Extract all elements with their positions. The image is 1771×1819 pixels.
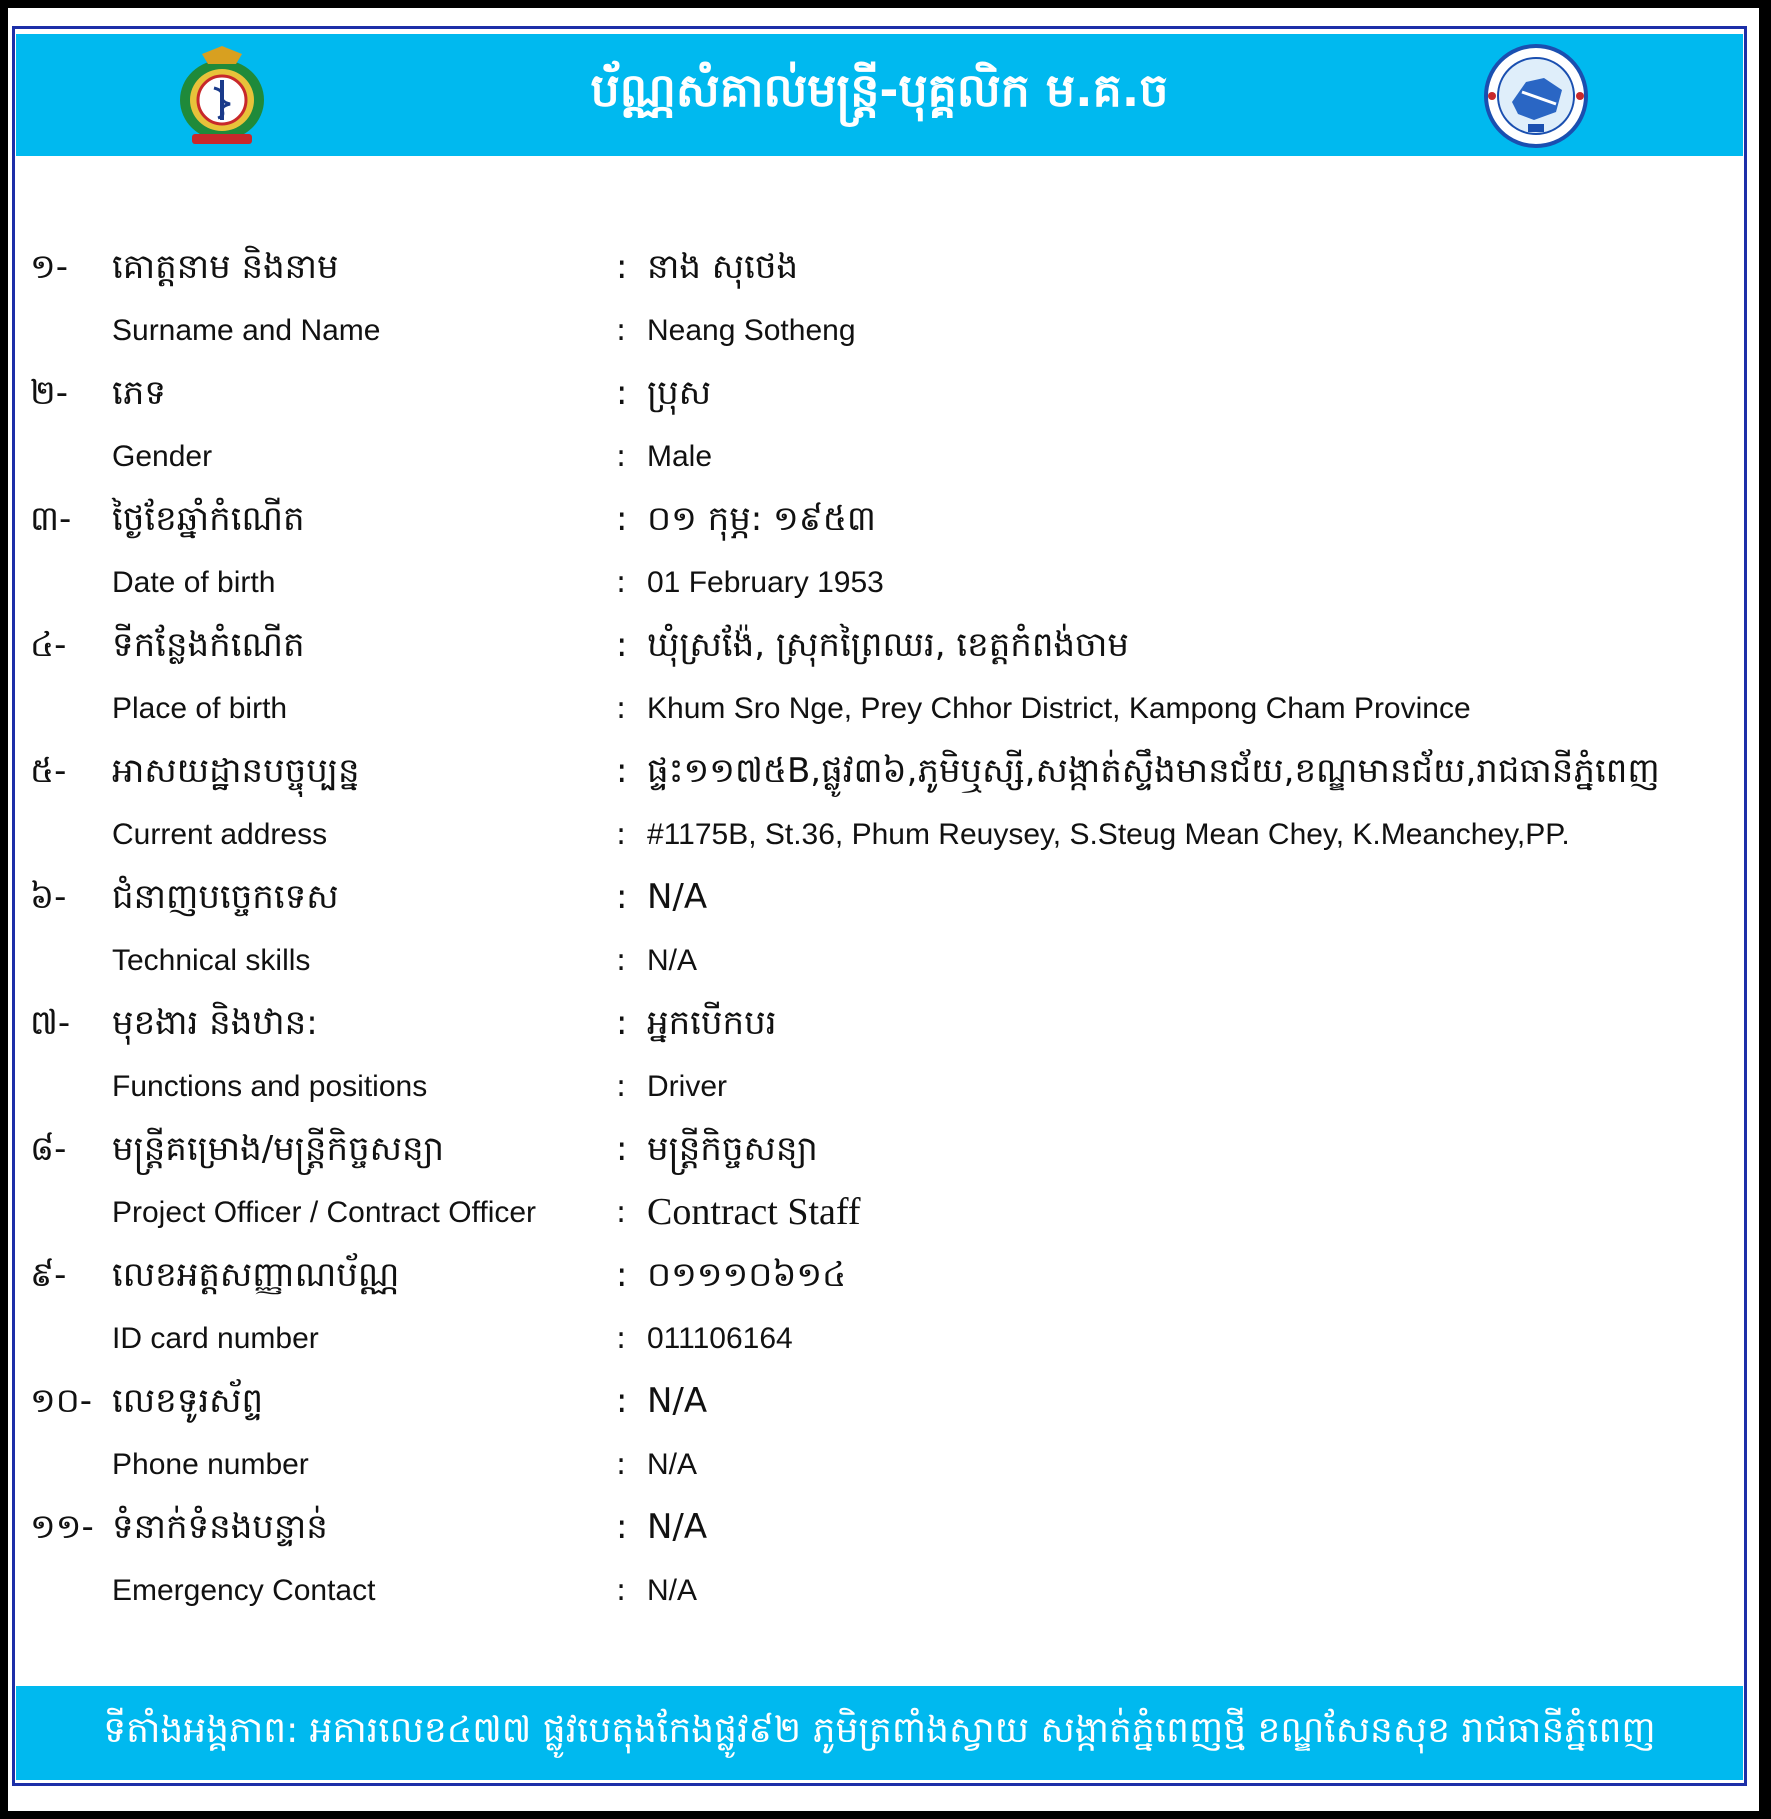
field-value-kh: ប្រុស	[647, 373, 712, 413]
field-row-en	[0, 1433, 1771, 1496]
field-value-kh: នាង សុថេង	[647, 247, 799, 287]
field-value-kh: មន្ត្រីកិច្ចសន្យា	[647, 1129, 818, 1169]
field-label-kh: លេខអត្តសញ្ញាណប័ណ្ណ	[112, 1255, 400, 1295]
field-row-en	[0, 929, 1771, 992]
field-label-en: Emergency Contact	[112, 1574, 376, 1607]
field-number: ១-	[30, 247, 69, 287]
field-value-kh: ផ្ទះ១១៧៥B,ផ្លូវ៣៦,ភូមិឬស្សី,សង្កាត់ស្ទឹងមានជ័យ,ខណ្ឌមានជ័យ,រាជធានីភ្នំពេញ	[647, 751, 1660, 791]
field-number: ១០-	[30, 1381, 93, 1421]
field-row-kh	[0, 236, 1771, 299]
field-value-kh: N/A	[647, 1381, 708, 1421]
field-label-en: Functions and positions	[112, 1070, 428, 1103]
header-banner	[16, 34, 1743, 156]
field-value-kh: N/A	[647, 877, 708, 917]
footer-address: ទីតាំងអង្គភាព: អគារលេខ៤៧៧ ផ្លូវបេតុងកែងផ្លូវ៩២ ភូមិត្រពាំងស្វាយ សង្កាត់ភ្នំពេញថ្មី ខណ្ឌសែនសុខ រាជធានីភ្នំពេញ	[16, 1686, 1743, 1780]
field-colon: :	[616, 373, 628, 413]
field-value-en: N/A	[647, 1574, 698, 1607]
field-number: ៦-	[30, 877, 67, 917]
field-label-kh: ថ្ងៃខែឆ្នាំកំណើត	[112, 499, 305, 539]
field-label-en: Phone number	[112, 1448, 309, 1481]
field-value-en: #1175B, St.36, Phum Reuysey, S.Steug Mean Chey, K.Meanchey,PP.	[647, 818, 1570, 851]
page-title: ប័ណ្ណសំគាល់មន្ត្រី-បុគ្គលិក ម.គ.ច	[590, 62, 1169, 117]
field-label-en: Gender	[112, 440, 213, 473]
field-value-kh: ០១ កុម្ភ: ១៩៥៣	[647, 499, 876, 539]
field-number: ៨-	[30, 1129, 67, 1169]
field-number: ៥-	[30, 751, 67, 791]
field-label-kh: មន្ត្រីគម្រោង/មន្ត្រីកិច្ចសន្យា	[112, 1129, 445, 1169]
field-colon: :	[616, 247, 628, 287]
field-value-en: N/A	[647, 1448, 698, 1481]
field-row-en	[0, 803, 1771, 866]
field-label-kh: មុខងារ និងឋាន:	[112, 1003, 318, 1043]
field-colon: :	[616, 751, 628, 791]
field-list	[0, 236, 1771, 1622]
field-colon: :	[616, 625, 628, 665]
field-value-kh: ឃុំស្រង៉ែ, ស្រុកព្រៃឈរ, ខេត្តកំពង់ចាម	[647, 625, 1130, 665]
field-row-kh	[0, 362, 1771, 425]
field-row-en	[0, 1307, 1771, 1370]
field-colon: :	[616, 1255, 628, 1295]
field-number: ១១-	[30, 1507, 94, 1547]
field-label-kh: អាសយដ្ឋានបច្ចុប្បន្ន	[112, 751, 360, 791]
field-label-kh: គោត្តនាម និងនាម	[112, 247, 339, 287]
field-row-kh	[0, 1496, 1771, 1559]
field-colon: :	[616, 1195, 627, 1230]
field-label-en: Place of birth	[112, 692, 288, 725]
field-number: ៧-	[30, 1003, 71, 1043]
field-colon: :	[616, 499, 628, 539]
field-colon: :	[616, 943, 627, 978]
field-value-kh: ០១១១០៦១៤	[647, 1255, 847, 1295]
field-number: ២-	[30, 373, 69, 413]
field-row-kh	[0, 1118, 1771, 1181]
field-row-kh	[0, 1370, 1771, 1433]
field-value-en: 01 February 1953	[647, 566, 884, 599]
field-value-kh: N/A	[647, 1507, 708, 1547]
field-label-en: Surname and Name	[112, 314, 381, 347]
field-label-en: Project Officer / Contract Officer	[112, 1196, 537, 1229]
field-row-kh	[0, 866, 1771, 929]
field-row-kh	[0, 740, 1771, 803]
field-colon: :	[616, 1573, 627, 1608]
field-label-en: Technical skills	[112, 944, 311, 977]
field-colon: :	[616, 565, 627, 600]
field-colon: :	[616, 877, 628, 917]
field-label-en: Current address	[112, 818, 328, 851]
field-row-en	[0, 425, 1771, 488]
field-label-en: Date of birth	[112, 566, 276, 599]
field-value-en: N/A	[647, 944, 698, 977]
field-row-en	[0, 1559, 1771, 1622]
field-label-kh: ភេទ	[112, 373, 166, 413]
field-row-kh	[0, 1244, 1771, 1307]
field-row-kh	[0, 992, 1771, 1055]
field-value-en: Male	[647, 440, 713, 473]
field-colon: :	[616, 1447, 627, 1482]
field-value-en: Neang Sotheng	[647, 314, 856, 347]
field-colon: :	[616, 313, 627, 348]
field-colon: :	[616, 1507, 628, 1547]
field-colon: :	[616, 691, 627, 726]
field-colon: :	[616, 439, 627, 474]
field-colon: :	[616, 1321, 627, 1356]
field-number: ៩-	[30, 1255, 67, 1295]
field-row-en	[0, 1055, 1771, 1118]
field-value-en: Driver	[647, 1070, 727, 1103]
field-value-en: 011106164	[647, 1322, 793, 1355]
field-row-en	[0, 1181, 1771, 1244]
cnm-seal-icon	[1482, 42, 1590, 150]
field-number: ៤-	[30, 625, 67, 665]
field-colon: :	[616, 1003, 628, 1043]
field-label-kh: លេខទូរស័ព្ទ	[112, 1381, 264, 1421]
field-value-en: Khum Sro Nge, Prey Chhor District, Kampong Cham Province	[647, 692, 1471, 725]
field-value-kh: អ្នកបើកបរ	[647, 1003, 777, 1043]
ministry-emblem-icon	[168, 42, 276, 150]
field-label-kh: ជំនាញបច្ចេកទេស	[112, 877, 339, 917]
field-colon: :	[616, 1069, 627, 1104]
field-label-en: ID card number	[112, 1322, 319, 1355]
field-colon: :	[616, 1129, 628, 1169]
field-label-kh: ទីកន្លែងកំណើត	[112, 625, 305, 665]
field-number: ៣-	[30, 499, 72, 539]
field-colon: :	[616, 817, 627, 852]
field-row-en	[0, 677, 1771, 740]
field-value-en: Contract Staff	[647, 1191, 861, 1233]
field-row-en	[0, 551, 1771, 614]
field-row-en	[0, 299, 1771, 362]
field-row-kh	[0, 614, 1771, 677]
field-colon: :	[616, 1381, 628, 1421]
field-label-kh: ទំនាក់ទំនងបន្ទាន់	[112, 1507, 328, 1547]
field-row-kh	[0, 488, 1771, 551]
